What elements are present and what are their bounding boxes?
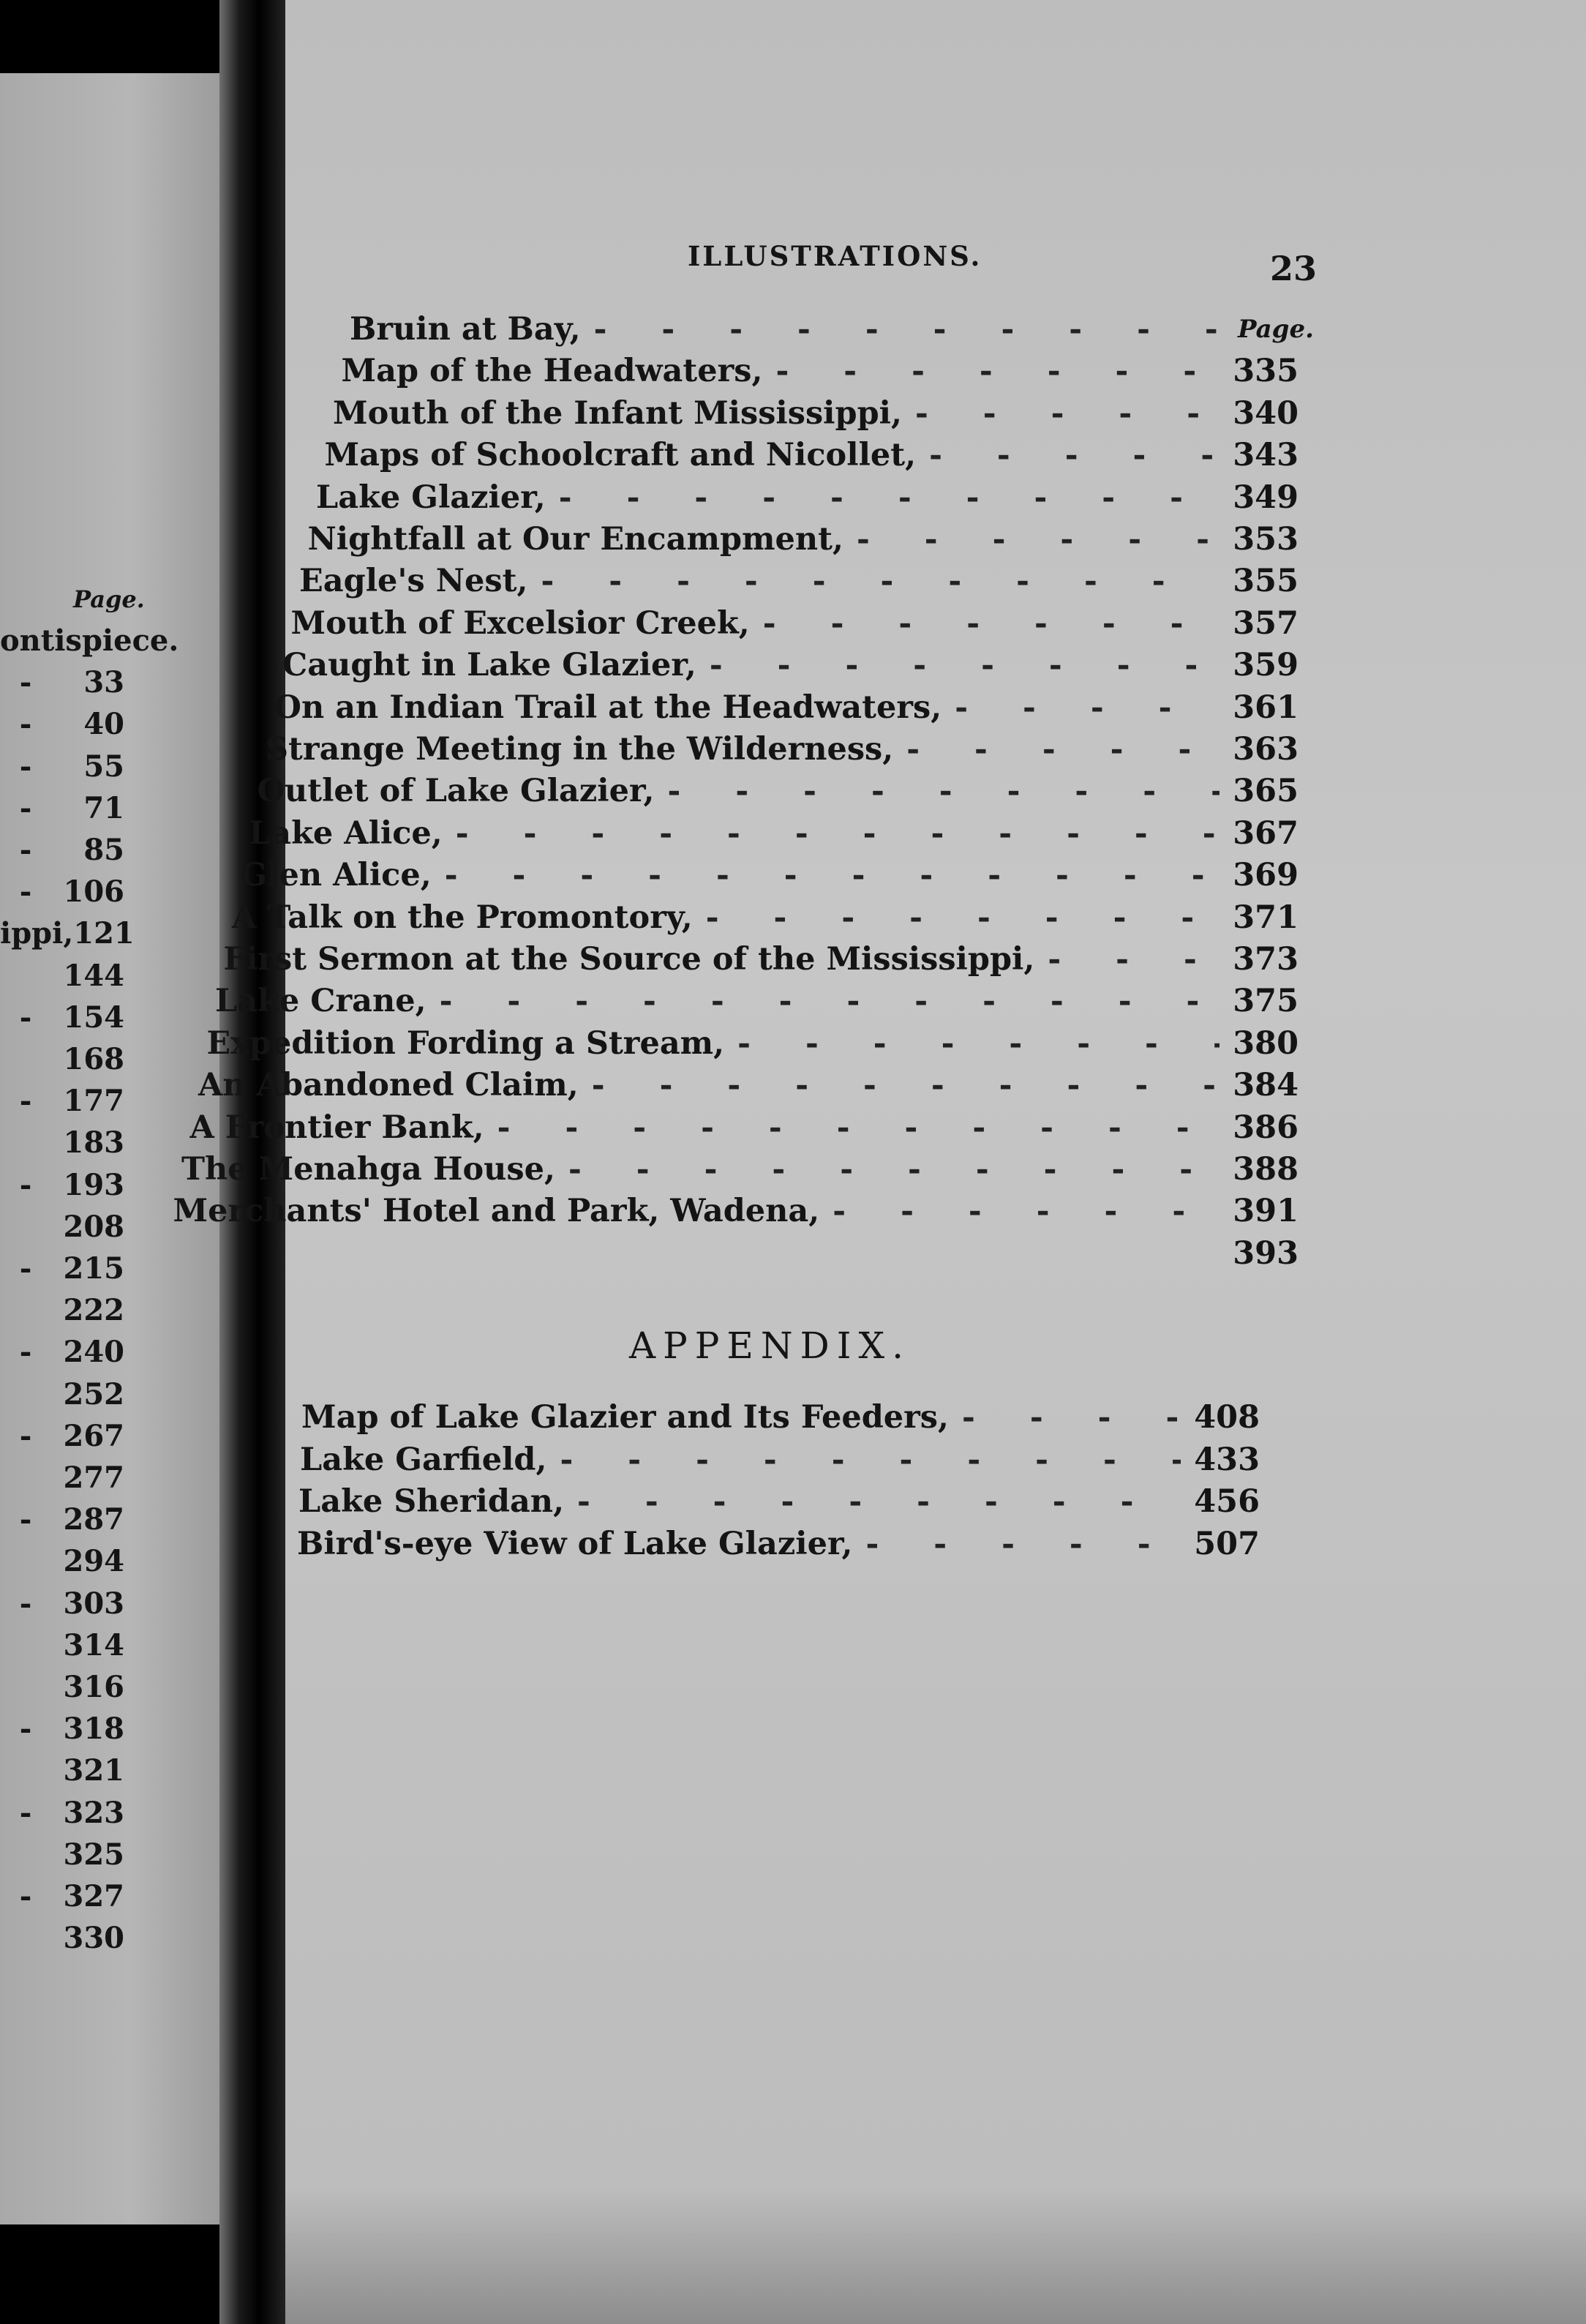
appendix-entry (300, 1442, 1260, 1478)
entry-page: 287 (63, 1502, 124, 1537)
left-page-entry (0, 791, 124, 825)
left-page-entry (0, 1879, 124, 1913)
illustration-entry (316, 479, 1299, 516)
entry-page: 380 (1233, 1024, 1299, 1062)
left-page-entry (0, 833, 124, 867)
entry-page: 215 (63, 1251, 124, 1286)
left-page-entry (0, 1419, 124, 1453)
entry-leader: - (19, 1586, 32, 1621)
left-page-entry (0, 1251, 124, 1286)
entry-page: 144 (63, 958, 124, 993)
illustration-entry (165, 1235, 1299, 1272)
left-page-entry (0, 1670, 124, 1704)
left-page-entry (0, 623, 179, 658)
left-page-entry (0, 665, 124, 700)
entry-page: 353 (1233, 521, 1299, 558)
illustration-entry (342, 353, 1299, 389)
entry-title: Lake Garfield, (300, 1441, 547, 1478)
illustration-entry (232, 899, 1299, 936)
entry-page: 318 (63, 1712, 124, 1747)
entry-leader: - (19, 1000, 32, 1035)
illustration-entry (241, 857, 1299, 893)
entry-page: 294 (63, 1544, 124, 1579)
entry-page: 433 (1194, 1441, 1260, 1478)
left-page-entry (0, 1084, 124, 1118)
illustration-entry (173, 1193, 1299, 1229)
entry-page: 393 (1233, 1234, 1299, 1272)
entry-leader: - (19, 1084, 32, 1119)
entry-page: 367 (1233, 814, 1299, 852)
entry-page: 222 (63, 1293, 124, 1328)
entry-page: 314 (63, 1627, 124, 1663)
illustration-entry (249, 815, 1299, 852)
dot-leader (737, 1025, 1219, 1062)
page-number: 23 (1270, 249, 1318, 288)
entry-page: 355 (1233, 563, 1299, 600)
entry-leader: - (19, 790, 32, 825)
left-page-entry (0, 916, 135, 951)
entry-title: A Frontier Bank, (189, 1109, 484, 1146)
illustration-entry (224, 941, 1299, 978)
entry-page: 193 (63, 1167, 124, 1202)
dot-leader (857, 521, 1219, 558)
entry-page: 340 (1233, 394, 1299, 432)
entry-page: 323 (63, 1795, 124, 1830)
entry-title: Eagle's Nest, (299, 563, 528, 600)
page-shadow (285, 2188, 1586, 2324)
entry-leader: - (19, 1418, 32, 1453)
entry-page: 71 (83, 790, 124, 825)
entry-page: 85 (83, 833, 124, 867)
dot-leader (865, 1526, 1181, 1562)
left-page (0, 73, 219, 2224)
entry-leader: - (19, 1251, 32, 1286)
left-page-entry (0, 1628, 124, 1663)
dot-leader (833, 1193, 1219, 1229)
entry-page: 327 (63, 1879, 124, 1913)
entry-page: 183 (63, 1125, 124, 1161)
dot-leader (955, 689, 1219, 726)
illustration-entry (207, 1025, 1299, 1062)
entry-page: 154 (63, 1000, 124, 1035)
illustration-entry (333, 395, 1299, 432)
illustration-entry (266, 731, 1299, 768)
entry-title: Maps of Schoolcraft and Nicollet, (324, 437, 917, 474)
illustration-entry (325, 437, 1299, 473)
entry-page: 168 (63, 1042, 124, 1076)
entry-title: Merchants' Hotel and Park, Wadena, (173, 1193, 820, 1230)
dot-leader (594, 311, 1219, 348)
illustration-entry (274, 689, 1299, 726)
left-page-column-label: Page. (73, 585, 145, 613)
appendix-entry (297, 1526, 1260, 1562)
entry-page: 384 (1233, 1067, 1299, 1104)
entry-page: 408 (1194, 1399, 1260, 1436)
entry-page: 55 (83, 749, 124, 784)
entry-leader: - (19, 1712, 32, 1747)
left-page-entry (0, 1796, 124, 1830)
dot-leader (440, 983, 1219, 1019)
entry-page: 33 (83, 665, 124, 700)
left-page-entry (0, 1293, 124, 1327)
entry-title: A Talk on the Promontory, (232, 899, 693, 936)
left-page-entry (0, 1586, 124, 1621)
dot-leader (445, 857, 1219, 893)
entry-title: Caught in Lake Glazier, (282, 647, 696, 684)
left-page-entry (0, 1837, 124, 1872)
left-page-entry (0, 1377, 124, 1412)
entry-leader: - (19, 749, 32, 784)
left-page-entry (0, 1544, 124, 1578)
entry-page: 321 (63, 1753, 124, 1788)
entry-page: 106 (63, 874, 124, 910)
left-page-entry (0, 1000, 124, 1035)
entry-page: 208 (63, 1209, 124, 1244)
entry-page: 277 (63, 1461, 124, 1495)
dot-leader (568, 1151, 1219, 1188)
left-page-entry (0, 1168, 124, 1202)
left-page-entry (0, 1461, 124, 1495)
entry-title: Mouth of the Infant Mississippi, (333, 394, 902, 432)
illustration-entry (299, 563, 1299, 599)
entry-page: 375 (1233, 983, 1299, 1020)
entry-leader: - (19, 1335, 32, 1370)
entry-page: 316 (63, 1670, 124, 1704)
dot-leader (1048, 941, 1219, 978)
entry-page: 357 (1233, 604, 1299, 642)
entry-title: Glen Alice, (240, 857, 432, 894)
appendix-heading: APPENDIX. (629, 1324, 911, 1367)
entry-title: Lake Glazier, (316, 479, 546, 516)
entry-title: Bruin at Bay, (350, 311, 581, 348)
entry-page: 365 (1233, 773, 1299, 810)
left-page-entry (0, 959, 124, 993)
illustration-entry (308, 521, 1299, 558)
entry-page: 303 (63, 1586, 124, 1621)
entry-title: Expedition Fording a Stream, (206, 1024, 725, 1062)
entry-title: On an Indian Trail at the Headwaters, (274, 689, 942, 726)
left-page-entry (0, 1042, 124, 1076)
entry-title: The Menahga House, (181, 1151, 555, 1188)
illustration-entry (282, 647, 1299, 683)
entry-title: Map of the Headwaters, (341, 353, 763, 390)
entry-leader: - (19, 833, 32, 867)
dot-leader (541, 563, 1219, 599)
right-page-column-label: Page. (1238, 315, 1314, 344)
dot-leader (929, 437, 1219, 473)
entry-page: 391 (1233, 1193, 1299, 1230)
left-page-entry (0, 1210, 124, 1244)
dot-leader (962, 1399, 1181, 1436)
dot-leader (706, 899, 1219, 936)
appendix-entry (298, 1483, 1260, 1520)
entry-leader: - (19, 1795, 32, 1830)
entry-fragment: ippi, (0, 916, 74, 951)
entry-page: 361 (1233, 689, 1299, 726)
entry-page: 330 (63, 1921, 124, 1956)
entry-title: Outlet of Lake Glazier, (257, 773, 655, 810)
entry-title: Map of Lake Glazier and Its Feeders, (301, 1399, 949, 1436)
entry-title: First Sermon at the Source of the Mississippi, (223, 941, 1035, 978)
appendix-entry (301, 1399, 1260, 1436)
entry-title: Lake Crane, (215, 983, 426, 1020)
entry-page: 267 (63, 1418, 124, 1453)
illustration-entry (291, 605, 1299, 642)
entry-leader: - (19, 665, 32, 700)
entry-page: 325 (63, 1837, 124, 1872)
running-header: ILLUSTRATIONS. (688, 240, 982, 272)
entry-page: 359 (1233, 647, 1299, 684)
entry-page: 371 (1233, 899, 1299, 936)
illustration-entry (215, 983, 1299, 1019)
dot-leader (906, 731, 1219, 768)
dot-leader (668, 773, 1219, 809)
entry-page: 40 (83, 707, 124, 742)
entry-page: 507 (1194, 1525, 1260, 1562)
dot-leader (497, 1109, 1219, 1146)
entry-page: 388 (1233, 1151, 1299, 1188)
dot-leader (560, 1442, 1181, 1478)
illustration-entry (181, 1151, 1299, 1188)
entry-title: Nightfall at Our Encampment, (307, 521, 843, 558)
illustration-entry (198, 1067, 1299, 1103)
entry-page: 369 (1233, 857, 1299, 894)
illustration-entry (258, 773, 1299, 809)
entry-page: 386 (1233, 1109, 1299, 1146)
left-page-entry (0, 1502, 124, 1537)
illustration-entry (350, 311, 1299, 348)
entry-leader: - (19, 1502, 32, 1537)
entry-page: 177 (63, 1084, 124, 1119)
dot-leader (710, 647, 1219, 683)
entry-title: Lake Alice, (249, 814, 443, 852)
left-page-entry (0, 707, 124, 741)
entry-page: 240 (63, 1335, 124, 1370)
left-page-entry (0, 749, 124, 784)
entry-title: Lake Sheridan, (298, 1483, 565, 1521)
entry-page: 343 (1233, 437, 1299, 474)
dot-leader (559, 479, 1219, 516)
dot-leader (763, 605, 1219, 642)
entry-leader: - (19, 1167, 32, 1202)
dot-leader (456, 815, 1219, 852)
illustration-entry (190, 1109, 1299, 1146)
entry-title: An Abandoned Claim, (198, 1067, 579, 1104)
entry-fragment: ontispiece. (0, 623, 179, 658)
entry-page: 335 (1233, 353, 1299, 390)
entry-page: 456 (1194, 1483, 1260, 1521)
left-page-entry (0, 1125, 124, 1160)
dot-leader (915, 395, 1219, 432)
entry-leader: - (19, 1879, 32, 1913)
entry-title: Bird's-eye View of Lake Glazier, (297, 1525, 853, 1562)
left-page-entry (0, 1712, 124, 1746)
dot-leader (577, 1483, 1181, 1520)
entry-leader: - (19, 874, 32, 910)
entry-page: 373 (1233, 941, 1299, 978)
dot-leader (592, 1067, 1219, 1103)
entry-title: Strange Meeting in the Wilderness, (266, 731, 894, 768)
left-page-entry (0, 1753, 124, 1788)
entry-page: 363 (1233, 731, 1299, 768)
entry-leader: - (19, 707, 32, 742)
dot-leader (775, 353, 1219, 389)
entry-title: Mouth of Excelsior Creek, (290, 604, 750, 642)
left-page-entry (0, 874, 124, 909)
entry-page: 349 (1233, 479, 1299, 516)
entry-page: 252 (63, 1376, 124, 1412)
left-page-entry (0, 1335, 124, 1369)
entry-page: 121 (73, 916, 135, 951)
left-page-entry (0, 1921, 124, 1955)
